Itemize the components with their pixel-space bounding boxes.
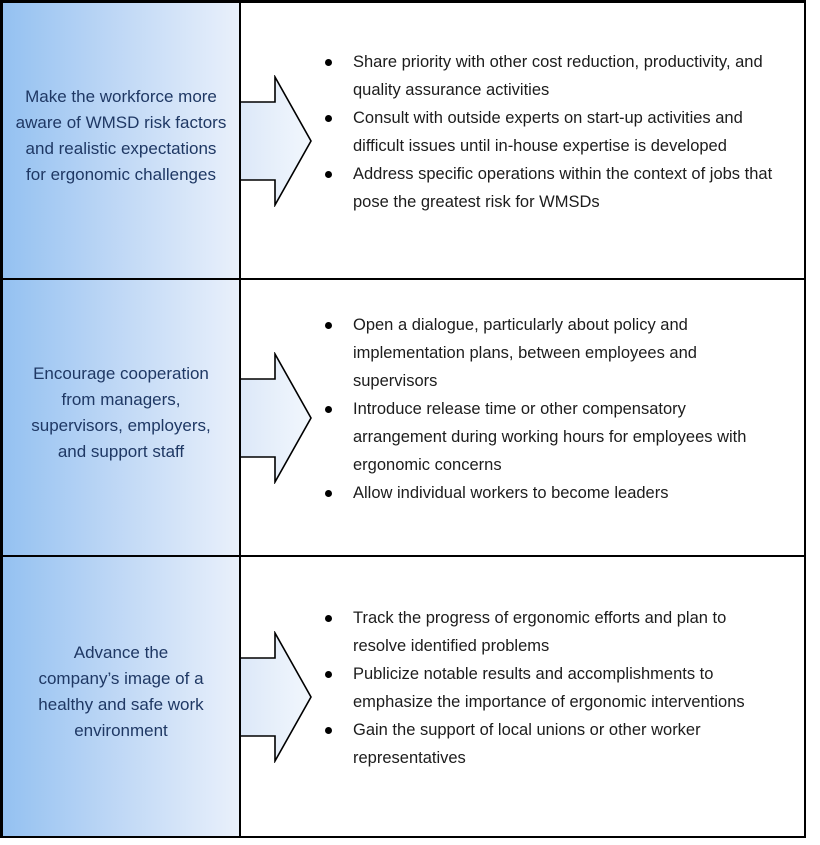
goal-text-2: Encourage cooperation from managers, supervisors, employers, and support staff [31,363,211,461]
goal-cell-1 [3,3,241,278]
bullet-dot-icon [325,115,332,122]
list-item [325,395,784,479]
right-block-arrow-icon [241,352,313,484]
bullet-dot-icon [325,171,332,178]
bullet-text: Open a dialogue, particularly about policy and implementation plans, between employees and supervisors [353,315,697,390]
bullet-dot-icon [325,671,332,678]
bullet-list-2 [325,311,784,507]
list-item [325,604,784,660]
diagram-row-2 [3,280,804,557]
goal-cell-2 [3,280,241,555]
list-item [325,660,784,716]
bullet-text: Introduce release time or other compensatory arrangement during working hours for employees with ergonomic concerns [353,399,747,474]
list-item [325,160,784,216]
actions-cell-2 [241,280,804,555]
goal-cell-3 [3,557,241,836]
bullet-text: Consult with outside experts on start-up activities and difficult issues until in-house expertise is developed [353,108,743,155]
bullet-text: Share priority with other cost reduction, productivity, and quality assurance activities [353,52,763,99]
bullet-dot-icon [325,59,332,66]
bullet-dot-icon [325,615,332,622]
bullet-text: Address specific operations within the context of jobs that pose the greatest risk for WMSDs [353,164,773,211]
diagram-row-3 [3,557,804,836]
bullet-dot-icon [325,727,332,734]
actions-cell-1 [241,3,804,278]
list-item [325,311,784,395]
bullet-text: Track the progress of ergonomic efforts and plan to resolve identified problems [353,608,727,655]
right-block-arrow-icon [241,75,313,207]
bullet-list-3 [325,604,784,772]
bullet-text: Allow individual workers to become leaders [353,483,669,502]
bullet-text: Publicize notable results and accomplishments to emphasize the importance of ergonomic interventions [353,664,745,711]
bullet-dot-icon [325,322,332,329]
goal-text-3: Advance the company’s image of a healthy and safe work environment [38,642,204,740]
bullet-text: Gain the support of local unions or other worker representatives [353,720,701,767]
list-item [325,48,784,104]
right-block-arrow-icon [241,631,313,763]
diagram-row-1 [3,3,804,280]
bullet-list-1 [325,48,784,216]
actions-cell-3 [241,557,804,836]
bullet-dot-icon [325,406,332,413]
list-item [325,104,784,160]
goal-text-1: Make the workforce more aware of WMSD risk factors and realistic expectations for ergonomic challenges [15,86,227,184]
list-item [325,716,784,772]
bullet-dot-icon [325,490,332,497]
list-item [325,479,784,507]
